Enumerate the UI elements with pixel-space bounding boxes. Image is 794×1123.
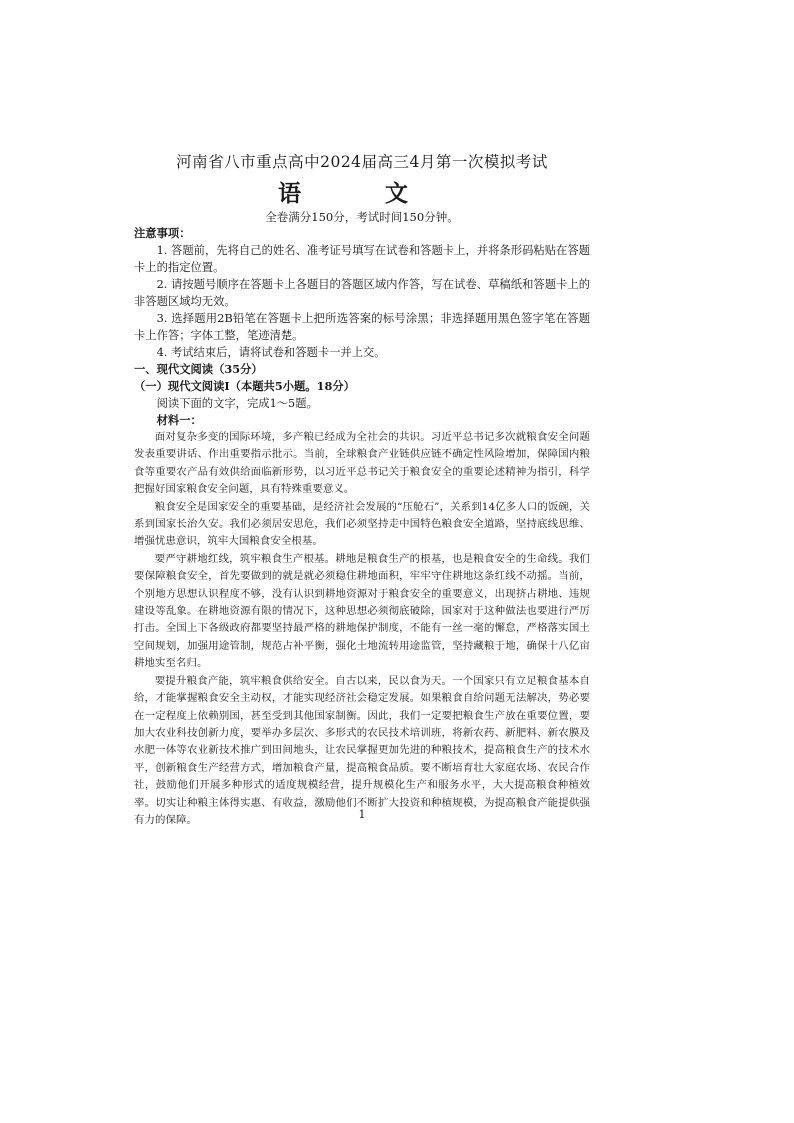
notice-heading: 注意事项： — [134, 226, 191, 240]
notice-item-1: 1. 答题前，先将自己的姓名、准考证号填写在试卷和答题卡上，并将条形码粘贴在答题卡上的指定位置。 — [134, 244, 590, 274]
notice-item-3: 3. 选择题用2B铅笔在答题卡上把所选答案的标号涂黑；非选择题用黑色签字笔在答题卡上作答；字体工整，笔迹清楚。 — [134, 312, 590, 342]
subsection-heading: （一）现代文阅读Ⅰ（本题共5小题。18分） — [134, 379, 355, 393]
paragraph-2: 粮食安全是国家安全的重要基础，是经济社会发展的“压舱石”，关系到14亿多人口的饭碗，关系到国家长治久安。我们必须居安思危，我们必须坚持走中国特色粮食安全道路，坚持底线思维、增强忧患意识，筑牢大国粮食安全根基。 — [134, 500, 590, 548]
material-label: 材料一： — [156, 413, 202, 427]
score-info: 全卷满分150分，考试时间150分钟。 — [265, 210, 459, 224]
exam-content — [134, 225, 590, 829]
section-heading: 一、现代文阅读（35分） — [134, 362, 263, 376]
paragraph-3: 要严守耕地红线，筑牢粮食生产根基。耕地是粮食生产的根基，也是粮食安全的生命线。我们要保障粮食安全，首先要做到的就是就必须稳住耕地面积，牢牢守住耕地这条红线不动摇。当前，个别地方思想认识程度不够，没有认识到耕地资源对于粮食安全的重要意义，出现挤占耕地、违规建设等乱象。在耕地资源有限的情况下，这种思想必须彻底破除，国家对于这种做法也要进行严厉打击。全国上下各级政府都要坚持最严格的耕地保护制度，不能有一丝一毫的懈怠，严格落实国土空间规划，加强用途管制，规范占补平衡，强化土地流转用途监管，坚持藏粮于地，确保十八亿亩耕地实至名归。 — [134, 552, 590, 670]
subject-title: 语 文 — [277, 180, 446, 207]
notice-item-4: 4. 考试结束后，请将试卷和答题卡一并上交。 — [156, 346, 386, 359]
page-number: 1 — [358, 808, 366, 821]
exam-title: 河南省八市重点高中2024届高三4月第一次模拟考试 — [176, 153, 548, 171]
reading-instruction: 阅读下面的文字，完成1～5题。 — [156, 397, 318, 410]
notice-item-2: 2. 请按题号顺序在答题卡上各题目的答题区域内作答，写在试卷、草稿纸和答题卡上的非答题区域均无效。 — [134, 278, 590, 308]
paragraph-1: 面对复杂多变的国际环境，多产粮已经成为全社会的共识。习近平总书记多次就粮食安全问题发表重要讲话、作出重要指示批示。当前，全球粮食产业链供应链不确定性风险增加，保障国内粮食等重要农产品有效供给面临新形势，以习近平总书记关于粮食安全的重要论述精神为指引，科学把握好国家粮食安全问题，具有特殊重要意义。 — [134, 431, 590, 496]
paragraph-4: 要提升粮食产能，筑牢粮食供给安全。自古以来，民以食为天。一个国家只有立足粮食基本自给，才能掌握粮食安全主动权，才能实现经济社会稳定发展。如果粮食自给问题无法解决，势必要在一定程度上依赖别国，甚至受到其他国家制衡。因此，我们一定要把粮食生产放在重要位置，要加大农业科技创新力度，要举办多层次、多形式的农民技术培训班，将新农药、新肥料、新农膜及水肥一体等农业新技术推广到田间地头，让农民掌握更加先进的种粮技术，提高粮食生产的技术水平，创新粮食生产经营方式，增加粮食产量，提高粮食品质。要不断培育壮大家庭农场、农民合作社，鼓励他们开展多种形式的适度规模经营，提升规模化生产和服务水平，大大提高粮食种植效率。切实让种粮主体得实惠、有收益，激励他们不断扩大投资和种植规模，为提高粮食产能提供强有力的保障。 — [134, 674, 590, 826]
